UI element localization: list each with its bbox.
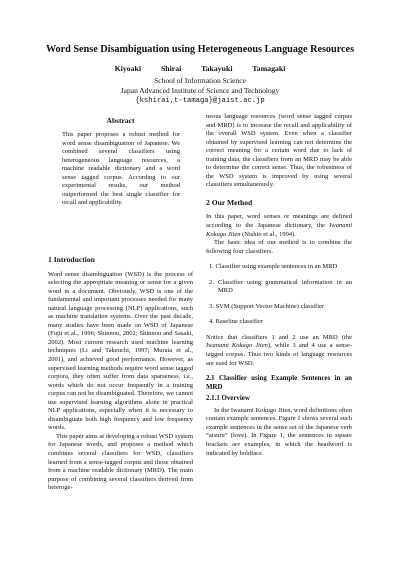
abstract-heading: Abstract [106,116,135,125]
left-column [48,256,193,493]
list-item: 4. Baseline classifier [209,318,263,326]
overview-paragraph: In the Iwanami Kokugo Jiten, word definitions often contain example sentences. Figure 1 shows several such example sentences in the sense set of the Japanese verb “aisuru” (love). In Figure 1, the sentences in square brackets are examples, in which the headword is indicated by boldface. [206,406,352,457]
subsection-heading: 2.1 Classifier using Example Sentences in an MRD [206,375,352,391]
notice-paragraph: Notice that classifiers 1 and 2 use an MRD (the Iwanami Kokugo Jiten), while 3 and 4 use a sense-tagged corpus. Thus two kinds of language resources are used for WSD. [206,333,352,367]
list-item: 2. Classifier using grammatical information in an MRD [209,278,352,295]
method-paragraph-2: The basic idea of our method is to combine the following four classifiers. [206,239,352,255]
method-paragraph-1: In this paper, word senses or meanings are defined according to the Japanese dictionary, the Iwanami Kokugo Jiten (Nishio et al., 1994). [206,213,352,238]
intro-paragraph-1: Word sense disambiguation (WSD) is the process of selecting the appropriate meaning or sense for a given word in a document. Obviously, WSD is one of the fundamental and important processes needed for many natural language processing (NLP) applications, such as machine translation systems. Over the past decade, many studies have been made on WSD of Japanese (Fujii et al., 1996; Shinnou, 2002; Shinnou and Sasaki, 2002). Most current research used machine learning techniques (Li and Takeuchi, 1997; Murata et al., 2001), and achieved good performance. However, as supervised learning methods require word sense tagged corpora, they often suffer from data sparseness, i.e., words which do not occur frequently in a training corpus can not be disambiguated. Therefore, we cannot use supervised learning algorithms alone in practical NLP applications, especially when it is necessary to disambiguate both high frequency and low frequency words. [48,270,193,432]
right-paragraph-continued: neous language resources (word sense tagged corpus and MRD) is to increase the recall and applicability of the overall WSD system. Even when a classifier obtained by supervised learning can not determine the correct meaning for a certain word due to lack of training data, the classifiers from an MRD may be able to determine the correct sense. Thus, the robustness of the WSD system is improved by using several classifiers simultaneously. [206,113,352,189]
intro-paragraph-2: This paper aims at developing a robust WSD system for Japanese words, and proposes a method which combines several classifiers for WSD, classifiers learned from a sense-tagged corpus and those obtained from a machine readable dictionary (MRD). The main purpose of combining several classifiers derived from heteroge- [48,432,193,492]
intro-heading: 1 Introduction [48,255,95,264]
affiliation-line-2: Japan Advanced Institute of Science and Technology [120,86,280,95]
list-item: 1. Classifier using example sentences in an MRD [209,263,338,271]
right-column [206,113,352,458]
paper-title: Word Sense Disambiguation using Heterogeneous Language Resources [45,44,355,55]
authors: Kiyoaki Shirai Takayuki Tamagaki [114,64,286,73]
subsubsection-heading: 2.1.1 Overview [206,395,250,403]
method-heading: 2 Our Method [206,197,253,207]
abstract-text: This paper proposes a robust method for word sense disambiguation of Japanese. We combined several classifiers using heterogeneous language resources, a machine readable dictionary and a word sense tagged corpus. According to our experimental results, our method outperformed the best single classifier for recall and applicability. [62,131,180,207]
affiliation-line-1: School of Information Science [154,76,246,85]
list-item: 3. SVM (Support Vector Machine) classifier [209,302,325,310]
email: {kshirai,t-tamaga}@jaist.ac.jp [135,97,265,105]
